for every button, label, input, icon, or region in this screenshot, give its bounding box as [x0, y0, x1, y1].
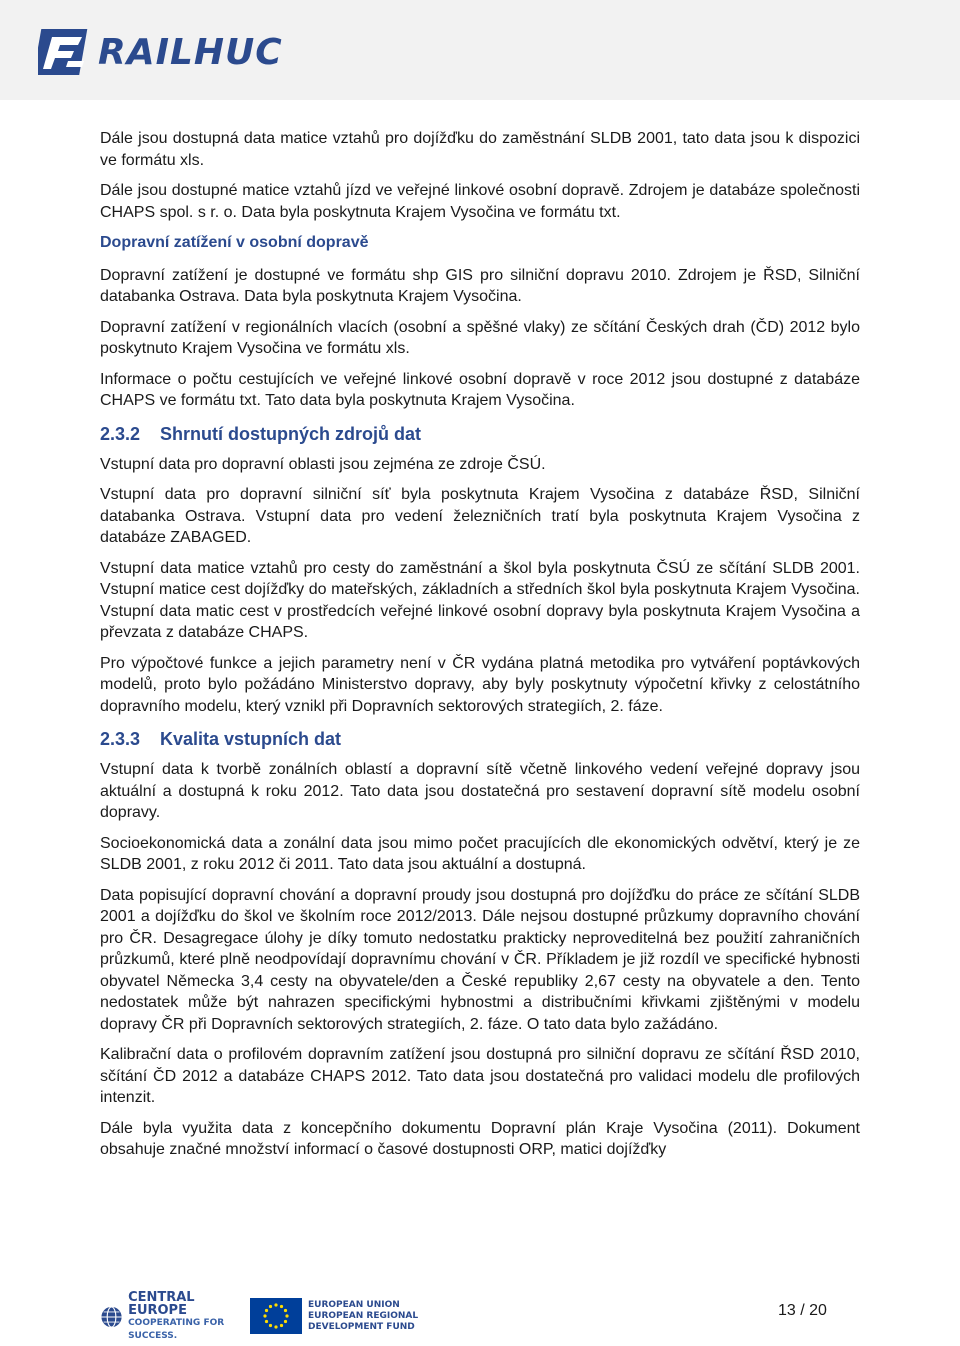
paragraph: Dopravní zatížení je dostupné ve formátu shp GIS pro silniční dopravu 2010. Zdrojem je ŘSD, Silniční databanka Ostrava. Data byla poskytnuta Krajem Vysočina. — [100, 266, 860, 305]
eu-line: EUROPEAN UNION — [308, 1300, 400, 1310]
paragraph: Kalibrační data o profilovém dopravním zatížení jsou dostupná pro silniční dopravu ze sčítání ŘSD 2010, sčítání ČD 2012 a databáze CHAPS 2012. Tato data jsou dostatečná pro validaci modelu dle profilových intenzit. — [100, 1046, 860, 1106]
central-europe-text — [128, 1291, 235, 1343]
eu-flag-icon — [250, 1298, 302, 1334]
section-heading — [100, 422, 860, 446]
central-europe-logo — [100, 1290, 235, 1341]
section-title: Kvalita vstupních dat — [160, 729, 342, 749]
ce-line: CENTRAL — [128, 1290, 195, 1305]
paragraph: Vstupní data pro dopravní silniční síť byla poskytnuta Krajem Vysočina z databáze ŘSD, Silniční databanka Ostrava. Vstupní data pro vedení železničních tratí byla poskytnuta Krajem Vysočina z databáze ZABAGED. — [100, 486, 860, 546]
railhuc-logo — [38, 24, 283, 80]
paragraph: Socioekonomická data a zonální data jsou mimo počet pracujících dle ekonomických odvětví, který je ze SLDB 2001, z roku 2012 či 2011. Tato data jsou aktuální a dostupná. — [100, 834, 860, 873]
subheading: Dopravní zatížení v osobní dopravě — [100, 234, 369, 251]
section-title: Shrnutí dostupných zdrojů dat — [160, 423, 421, 444]
document-body — [100, 128, 860, 1170]
eu-line: EUROPEAN REGIONAL — [308, 1311, 419, 1321]
eu-line: DEVELOPMENT FUND — [308, 1322, 415, 1332]
globe-icon — [100, 1301, 123, 1333]
page-number: 13 / 20 — [778, 1302, 827, 1319]
paragraph: Informace o počtu cestujících ve veřejné linkové osobní dopravě v roce 2012 jsou dostupné z databáze CHAPS ve formátu txt. Tato data byla poskytnuta Krajem Vysočina. — [100, 370, 860, 409]
section-heading — [100, 727, 860, 751]
paragraph: Vstupní data pro dopravní oblasti jsou zejména ze zdroje ČSÚ. — [100, 455, 546, 473]
paragraph: Vstupní data matice vztahů pro cesty do zaměstnání a škol byla poskytnuta ČSÚ ze sčítání SLDB 2001. Vstupní matice cest dojížďky do mateřských, základních a středních škol byla poskytnuta Krajem Vysočina. Vstupní data matic cest v prostředcích veřejné linkové osobní dopravy byla poskytnuta Krajem Vysočina a převzata z databáze CHAPS. — [100, 559, 860, 641]
paragraph: Vstupní data k tvorbě zonálních oblastí a dopravní sítě včetně linkového vedení veřejné dopravy jsou aktuální a dostupná k roku 2012. Tato data jsou dostatečná pro sestavení dopravní sítě modelu osobní dopravy. — [100, 761, 860, 821]
page-footer — [0, 1290, 960, 1346]
paragraph: Dále byla využita data z koncepčního dokumentu Dopravní plán Kraje Vysočina (2011). Dokument obsahuje značné množství informací o časové dostupnosti ORP, matici dojížďky — [100, 1119, 860, 1158]
section-number: 2.3.2 — [100, 423, 141, 444]
paragraph: Dále jsou dostupné matice vztahů jízd ve veřejné linkové osobní dopravě. Zdrojem je databáze společnosti CHAPS spol. s r. o. Data byla poskytnuta Krajem Vysočina ve formátu txt. — [100, 182, 860, 221]
railhuc-logo-icon — [38, 25, 92, 79]
section-number: 2.3.3 — [100, 729, 141, 749]
eu-text — [308, 1300, 418, 1333]
page-header — [0, 0, 960, 100]
paragraph: Dopravní zatížení v regionálních vlacích (osobní a spěšné vlaky) ze sčítání Českých drah (ČD) 2012 bylo poskytnuto Krajem Vysočina ve formátu xls. — [100, 318, 860, 357]
ce-tagline: COOPERATING FOR SUCCESS. — [128, 1318, 225, 1341]
paragraph: Data popisující dopravní chování a dopravní proudy jsou dostupná pro dojížďku do práce ze sčítání SLDB 2001 a dojížďku do škol ve školním roce 2012/2013. Dále nejsou dostupné průzkumy dopravního chování pro ČR. Desagregace úlohy je díky tomuto nedostatku prakticky neproveditelná bez použití zahraničních průzkumů, které plně neodpovídají dopravnímu chování v ČR. Příkladem je již rozdíl ve specifické hybnosti obyvatel Německa 3,4 cesty na obyvatele/den a České republiky 2,67 cesty na obyvatele a den. Tento nedostatek může být nahrazen specifickými hybnostmi a distribučními křivkami zjištěnými v modelu dopravy ČR při Dopravních sektorových strategiích, 2. fáze. O tato data bylo zažádáno. — [100, 886, 860, 1033]
paragraph: Pro výpočtové funkce a jejich parametry není v ČR vydána platná metodika pro vytváření poptávkových modelů, proto bylo požádáno Ministerstvo dopravy, aby byly poskytnuty výpočetní křivky z celostátního dopravního modelu, který vznikl při Dopravních sektorových strategiích, 2. fáze. — [100, 654, 860, 715]
paragraph: Dále jsou dostupná data matice vztahů pro dojížďku do zaměstnání SLDB 2001, tato data jsou k dispozici ve formátu xls. — [100, 130, 860, 169]
ce-line: EUROPE — [128, 1303, 187, 1318]
logo-text: RAILHUC — [98, 31, 283, 73]
